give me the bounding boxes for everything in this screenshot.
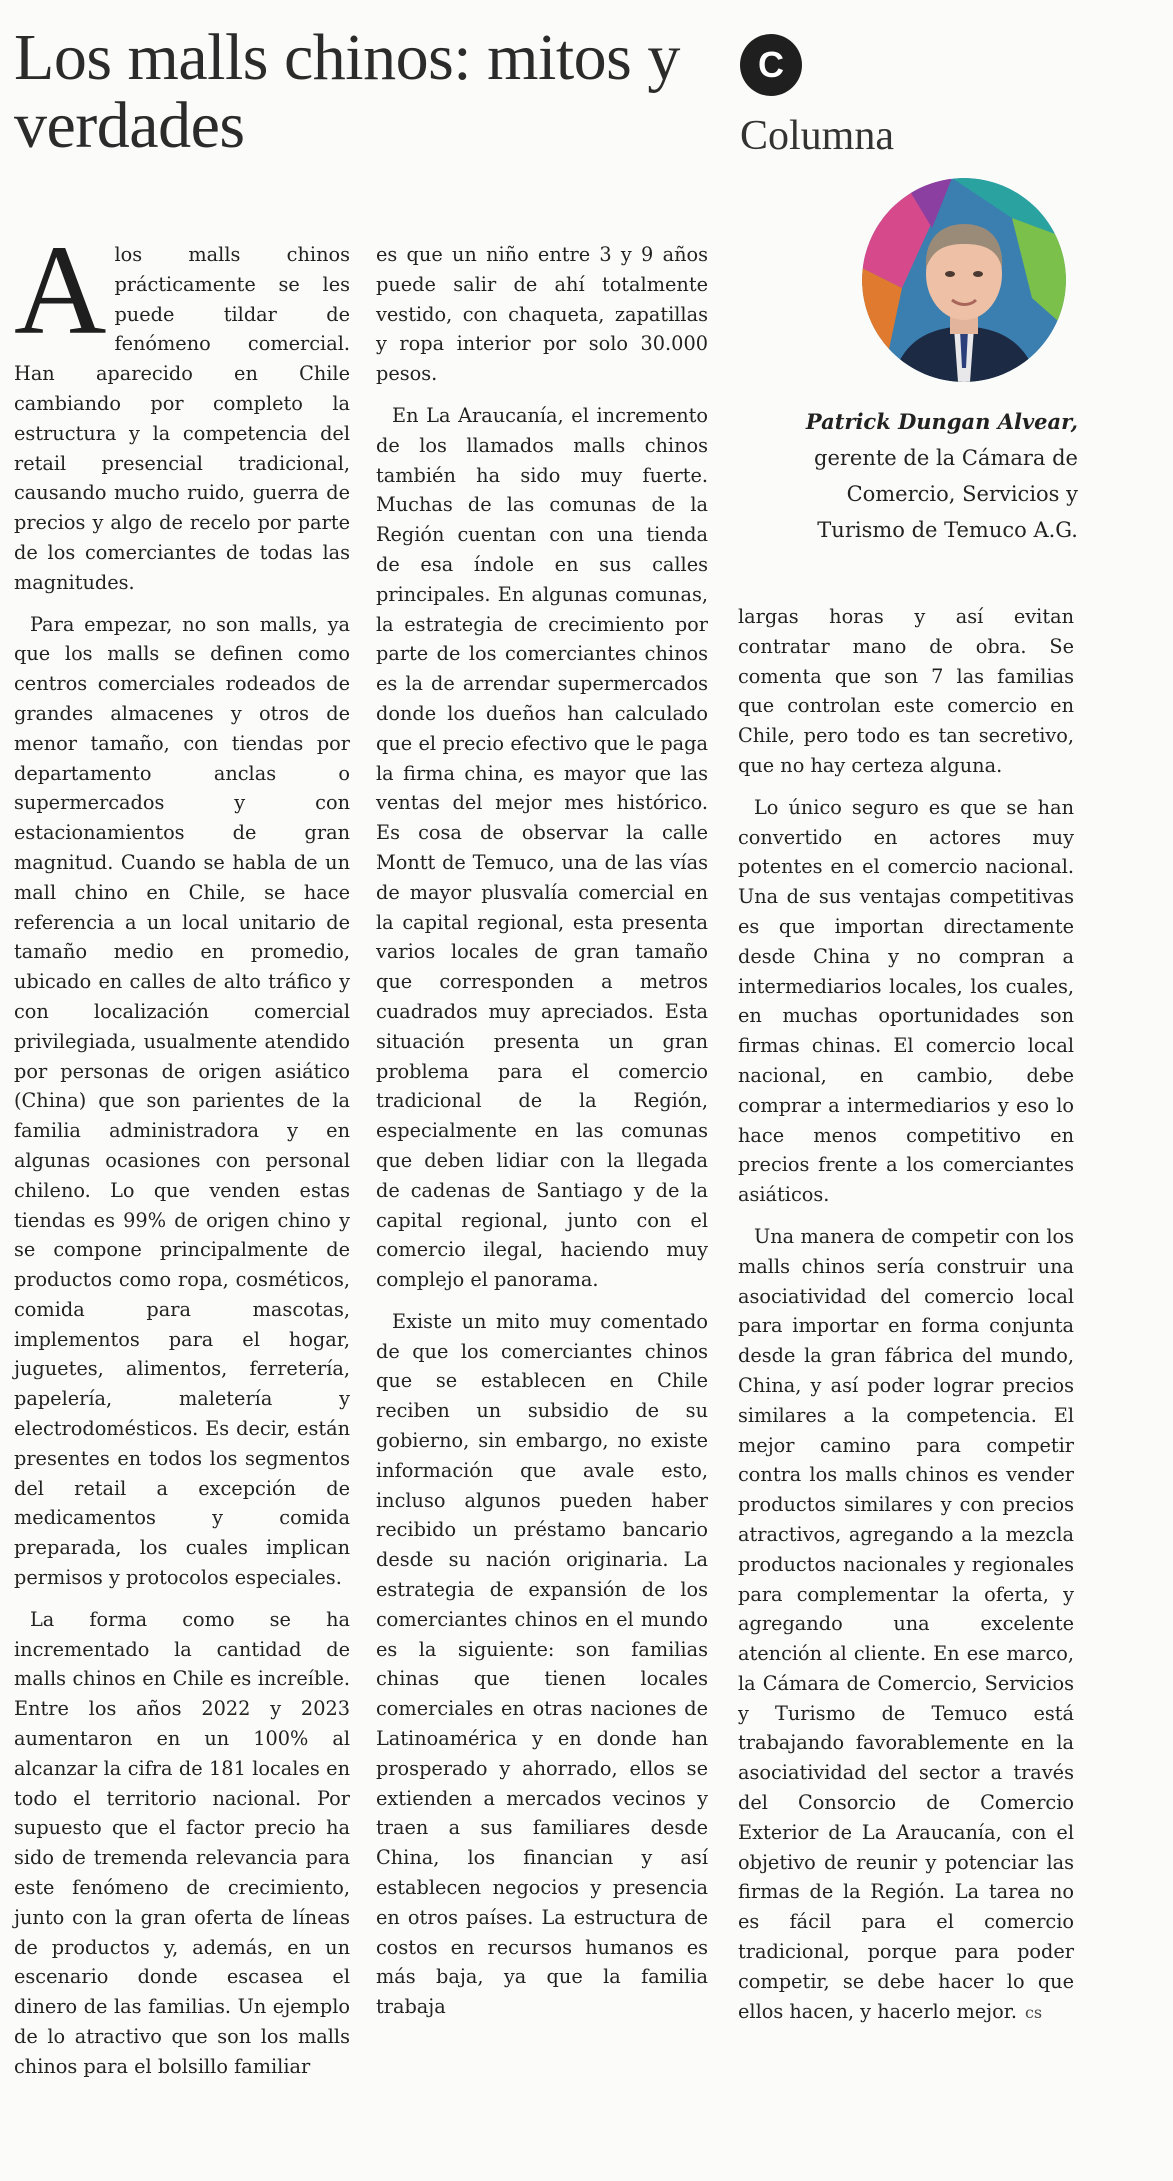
paragraph: La forma como se ha incrementado la cantidad de malls chinos en Chile es increíble. Entre los años 2022 y 2023 aumentaron en un 100% al alcanzar la cifra de 181 locales en todo el territorio nacional. Por supuesto que el factor precio ha sido de tremenda relevancia para este fenómeno de crecimiento, junto con la gran oferta de líneas de productos y, además, en un escenario donde escasea el dinero de las familias. Un ejemplo de lo atractivo que son los malls chinos para el bolsillo familiar bbox=[14, 1607, 350, 2078]
author-credit bbox=[760, 404, 1078, 548]
author-role: gerente de la Cámara de Comercio, Servicios y Turismo de Temuco A.G. bbox=[814, 446, 1078, 542]
author-portrait bbox=[862, 178, 1066, 382]
text-column-3 bbox=[738, 602, 1074, 2039]
paragraph: Existe un mito muy comentado de que los comerciantes chinos que se establecen en Chile reciben un subsidio de su gobierno, sin embargo, no existe información que avale esto, incluso algunos pueden haber recibido un préstamo bancario desde su nación originaria. La estrategia de expansión de los comerciantes chinos en el mundo es la siguiente: son familias chinas que tienen locales comerciales en otras naciones de Latinoamérica y en donde han prosperado y ahorrado, ellos se extienden a mercados vecinos y traen a sus familiares desde China, los financian y así establecen negocios y presencia en otros países. La estructura de costos en recursos humanos es más baja, ya que la familia trabaja bbox=[376, 1309, 708, 2019]
text-column-2 bbox=[376, 240, 708, 2034]
section-label: Columna bbox=[740, 113, 894, 159]
paragraph: Para empezar, no son malls, ya que los malls se definen como centros comerciales rodeados de grandes almacenes y otros de menor tamaño, con tiendas por departamento anclas o supermercados y con estacionamientos de gran magnitud. Cuando se habla de un mall chino en Chile, se hace referencia a un local unitario de tamaño medio en promedio, ubicado en calles de alto tráfico y con localización comercial privilegiada, usualmente atendido por personas de origen asiático (China) que son parientes de la familia administradora y en algunas ocasiones con personal chileno. Lo que venden estas tiendas es 99% de origen chino y se compone principalmente de productos como ropa, cosméticos, comida para mascotas, implementos para el hogar, juguetes, alimentos, ferretería, papelería, maletería y electrodomésticos. Es decir, están presentes en todos los segmentos del retail a excepción de medicamentos y comida preparada, los cuales implican permisos y protocolos especiales. bbox=[14, 612, 350, 1590]
page-title: Los malls chinos: mitos y verdades bbox=[14, 21, 680, 162]
paragraph: En La Araucanía, el incremento de los llamados malls chinos también ha sido muy fuerte. Muchas de las comunas de la Región cuentan con una tienda de esa índole en sus calles principales. En algunas comunas, la estrategia de crecimiento por parte de los comerciantes chinos es la de arrendar supermercados donde los dueños han calculado que el precio efectivo que le paga la firma china, es mayor que las ventas del mejor mes histórico. Es cosa de observar la calle Montt de Temuco, una de las vías de mayor plusvalía comercial en la capital regional, esta presenta varios locales de gran tamaño que corresponden a metros cuadrados muy apreciados. Esta situación presenta un gran problema para el comercio tradicional de la Región, especialmente en las comunas que deben lidiar con la llegada de cadenas de Santiago y de la capital regional, junto con el comercio ilegal, haciendo muy complejo el panorama. bbox=[376, 403, 708, 1292]
paragraph: es que un niño entre 3 y 9 años puede salir de ahí totalmente vestido, con chaqueta, zapatillas y ropa interior por solo 30.000 pesos. bbox=[376, 243, 708, 386]
paragraph bbox=[14, 219, 350, 598]
author-name: Patrick Dungan Alvear, bbox=[805, 409, 1078, 434]
end-mark-icon: cs bbox=[1024, 2002, 1043, 2022]
text-column-1 bbox=[14, 219, 350, 2094]
paragraph bbox=[738, 1222, 1074, 2028]
drop-cap: A bbox=[14, 219, 107, 361]
paragraph-text: Una manera de competir con los malls chinos sería construir una asociatividad del comercio local para importar en forma conjunta desde la gran fábrica del mundo, China, y así poder lograr precios similares a la competencia. El mejor camino para competir contra los malls chinos es vender productos similares y con precios atractivos, agregando a la mezcla productos nacionales y regionales para complementar la oferta, y agregando una excelente atención al cliente. En ese marco, la Cámara de Comercio, Servicios y Turismo de Temuco está trabajando favorablemente en la asociatividad del sector a través del Consorcio de Comercio Exterior de La Araucanía, con el objetivo de reunir y potenciar las firmas de la Región. La tarea no es fácil para el comercio tradicional, porque para poder competir, se debe hacer lo que ellos hacen, y hacerlo mejor. bbox=[738, 1224, 1074, 2023]
paragraph-text: los malls chinos prácticamente se les puede tildar de fenómeno comercial. Han aparecido en Chile cambiando por completo la estructura y la competencia del retail presencial tradicional, causando mucho ruido, guerra de precios y algo de recelo por parte de los comerciantes de todas las magnitudes. bbox=[14, 243, 350, 594]
paragraph: largas horas y así evitan contratar mano de obra. Se comenta que son 7 las familias que controlan este comercio en Chile, pero todo es tan secretivo, que no hay certeza alguna. bbox=[738, 605, 1074, 777]
column-badge-icon: C bbox=[740, 34, 802, 96]
paragraph: Lo único seguro es que se han convertido en actores muy potentes en el comercio nacional. Una de sus ventajas competitivas es que importan directamente desde China y no compran a intermediarios locales, los cuales, en muchas oportunidades son firmas chinas. El comercio local nacional, en cambio, debe comprar a intermediarios y eso lo hace menos competitivo en precios frente a los comerciantes asiáticos. bbox=[738, 795, 1074, 1207]
